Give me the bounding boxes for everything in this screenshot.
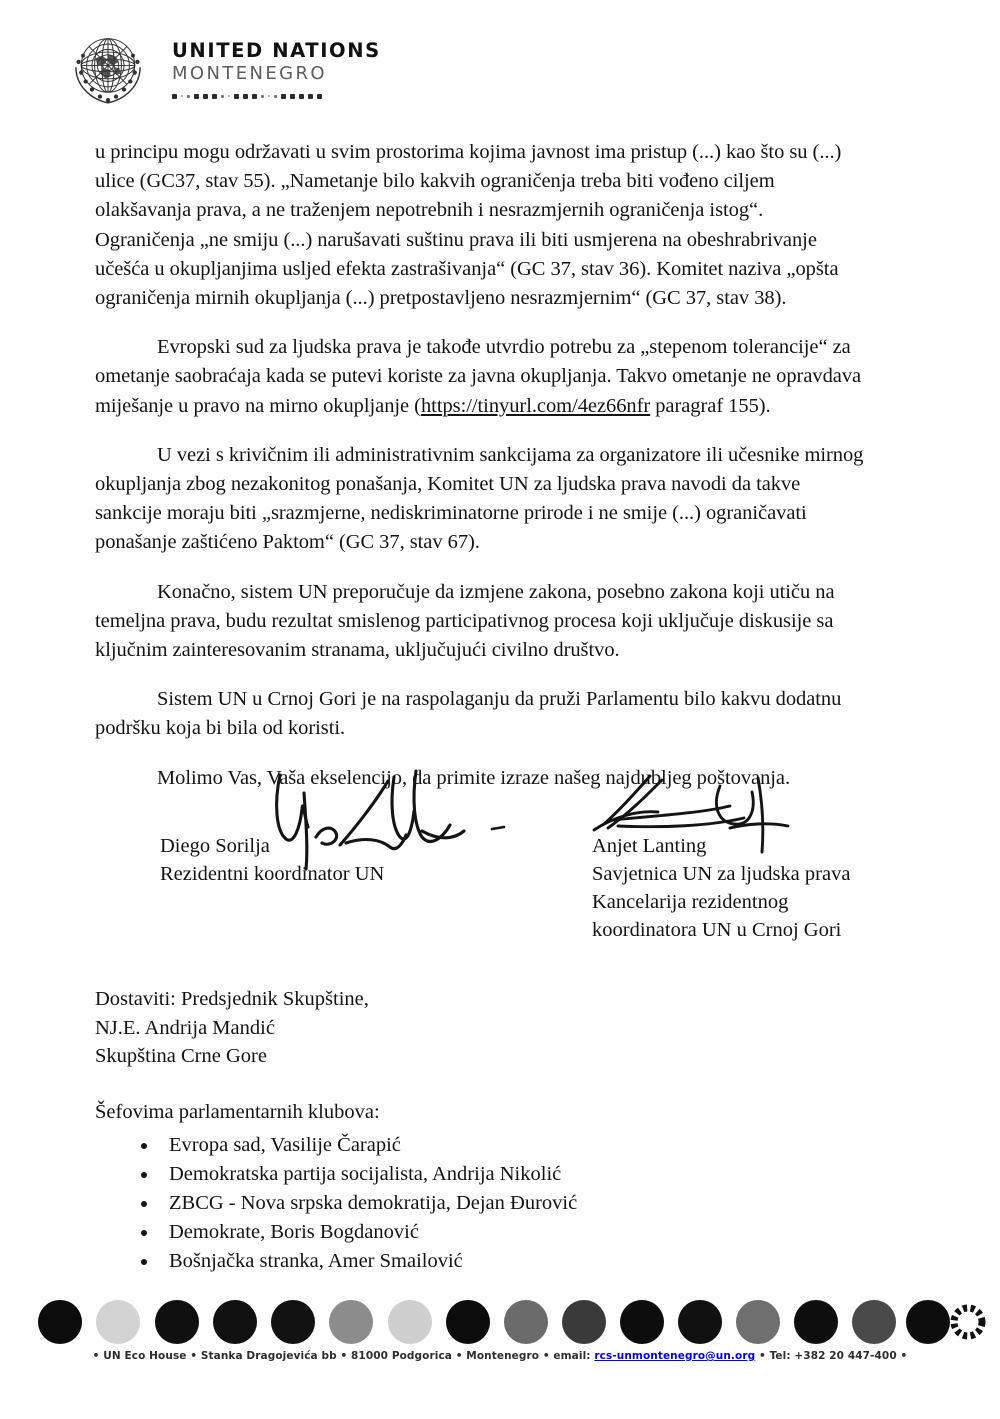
parliamentary-clubs xyxy=(95,1098,795,1276)
distribution-line-3: Skupština Crne Gore xyxy=(95,1045,267,1067)
footer-telephone: Tel: +382 20 447-400 xyxy=(769,1350,897,1362)
dot-band-blob xyxy=(620,1300,664,1344)
dot-band-blob xyxy=(213,1300,257,1344)
letter-body xyxy=(95,138,865,813)
paragraph-echr xyxy=(95,333,865,421)
footer-email-label: email: xyxy=(553,1350,591,1362)
dot-band-blob xyxy=(906,1300,950,1344)
list-item: Demokratska partija socijalista, Andrija Nikolić xyxy=(137,1160,795,1189)
paragraph-sanctions: U vezi s krivičnim ili administrativnim sankcijama za organizatore ili učesnike mirnog okupljanja zbog nezakonitog ponašanja, Komitet UN za ljudska prava navodi da takve sankcije moraju biti „srazmjerne, nediskriminatorne prirode i ne smije (...) ograničavati ponašanje zaštićeno Paktom“ (GC 37, stav 67). xyxy=(95,443,864,554)
footer-email-link[interactable]: rcs-unmontenegro@un.org xyxy=(594,1350,756,1362)
signatory-right-title-3: koordinatora UN u Crnoj Gori xyxy=(592,919,842,941)
dot-band-blob xyxy=(736,1300,780,1344)
dot-band-blob xyxy=(96,1300,140,1344)
dot-band-blob xyxy=(271,1300,315,1344)
signature-block xyxy=(95,770,885,950)
footer-segment-city: 81000 Podgorica xyxy=(351,1350,452,1362)
dot-band-blob xyxy=(678,1300,722,1344)
signatory-right-title-2: Kancelarija rezidentnog xyxy=(592,891,789,913)
distribution-line-2: NJ.E. Andrija Mandić xyxy=(95,1016,275,1039)
footer-suffix-bullet: • xyxy=(900,1350,908,1362)
paragraph-closing: Molimo Vas, Vaša ekselencijo, da primite izraze našeg najdubljeg poštovanja. xyxy=(157,766,791,789)
list-item: Evropa sad, Vasilije Čarapić xyxy=(137,1131,795,1160)
dot-band-blob xyxy=(562,1300,606,1344)
clubs-list xyxy=(95,1131,795,1276)
dot-band-blob xyxy=(504,1300,548,1344)
letterhead xyxy=(62,28,381,110)
list-item: Bošnjačka stranka, Amer Smailović xyxy=(137,1247,795,1276)
dot-band-blob xyxy=(794,1300,838,1344)
distribution-list xyxy=(95,985,795,1071)
paragraph-echr-text-after: paragraf 155). xyxy=(650,394,771,417)
signatory-right xyxy=(592,770,892,944)
signatory-left xyxy=(160,770,490,888)
signatory-right-name: Anjet Lanting xyxy=(592,835,707,857)
sunburst-ring-icon xyxy=(948,1302,988,1342)
list-item: Demokrate, Boris Bogdanović xyxy=(137,1218,795,1247)
signatory-right-names xyxy=(592,770,892,944)
signatory-left-names xyxy=(160,770,490,888)
dot-band-blob xyxy=(852,1300,896,1344)
signatory-left-name: Diego Sorilja xyxy=(160,835,270,857)
dot-band-blob xyxy=(329,1300,373,1344)
organization-name: UNITED NATIONS xyxy=(172,39,381,62)
clubs-title: Šefovima parlamentarnih klubova: xyxy=(95,1101,380,1123)
tinyurl-link[interactable]: https://tinyurl.com/4ez66nfr xyxy=(420,394,651,417)
list-item: ZBCG - Nova srpska demokratija, Dejan Đurović xyxy=(137,1189,795,1218)
un-emblem-icon xyxy=(62,28,154,110)
signatory-right-title-1: Savjetnica UN za ljudska prava xyxy=(592,863,851,885)
dot-band-blob xyxy=(38,1300,82,1344)
paragraph-recommendation: Konačno, sistem UN preporučuje da izmjene zakona, posebno zakona koji utiču na temeljna prava, budu rezultat smislenog participativnog procesa koji uključuje diskusije sa ključnim zainteresovanim stranama, uključujući civilno društvo. xyxy=(95,580,835,662)
paragraph-support: Sistem UN u Crnoj Gori je na raspolaganju da pruži Parlamentu bilo kakvu dodatnu podršku koja bi bila od koristi. xyxy=(95,688,842,740)
page-footer: • UN Eco House • Stanka Dragojevića bb • 81000 Podgorica • Montenegro • email: rcs-unmontenegro@un.org • Tel: +382 20 447-400 • xyxy=(92,1350,908,1362)
letterhead-text xyxy=(172,28,381,101)
decorative-dot-rule xyxy=(172,91,381,101)
decorative-dot-band xyxy=(0,1296,1000,1348)
dot-band-blob xyxy=(155,1300,199,1344)
footer-prefix-bullet: • xyxy=(92,1350,100,1362)
paragraph-restrictions: u principu mogu održavati u svim prostorima kojima javnost ima pristup (...) kao što su (...) ulice (GC37, stav 55). „Nametanje bilo kakvih ograničenja treba biti vođeno ciljem olakšavanja prava, a ne traženjem nepotrebnih i nesrazmjernih ograničenja istog“. Ograničenja „ne smiju (...) narušavati suštinu prava ili biti usmjerena na obeshrabrivanje učešća u okupljanjima usljed efekta zastrašivanja“ (GC 37, stav 36). Komitet naziva „opšta ograničenja mirnih okupljanja (...) pretpostavljeno nesrazmjernim“ (GC 37, stav 38). xyxy=(95,141,842,310)
footer-segment-country: Montenegro xyxy=(466,1350,540,1362)
dot-band-blob xyxy=(446,1300,490,1344)
dot-band-blob xyxy=(388,1300,432,1344)
signatory-left-title: Rezidentni koordinator UN xyxy=(160,863,385,885)
footer-segment-street: Stanka Dragojevića bb xyxy=(200,1350,337,1362)
distribution-line-1: Dostaviti: Predsjednik Skupštine, xyxy=(95,988,369,1010)
country-name: MONTENEGRO xyxy=(172,62,327,84)
footer-segment-office: UN Eco House xyxy=(103,1350,187,1362)
paragraph-echr-text-before: Evropski sud za ljudska prava je takođe utvrdio potrebu za „stepenom tolerancije“ za ometanje saobraćaja kada se putevi koriste za javna okupljanja. Takvo ometanje ne opravdava miješanje u pravo na mirno okupljanje ( xyxy=(95,336,862,417)
